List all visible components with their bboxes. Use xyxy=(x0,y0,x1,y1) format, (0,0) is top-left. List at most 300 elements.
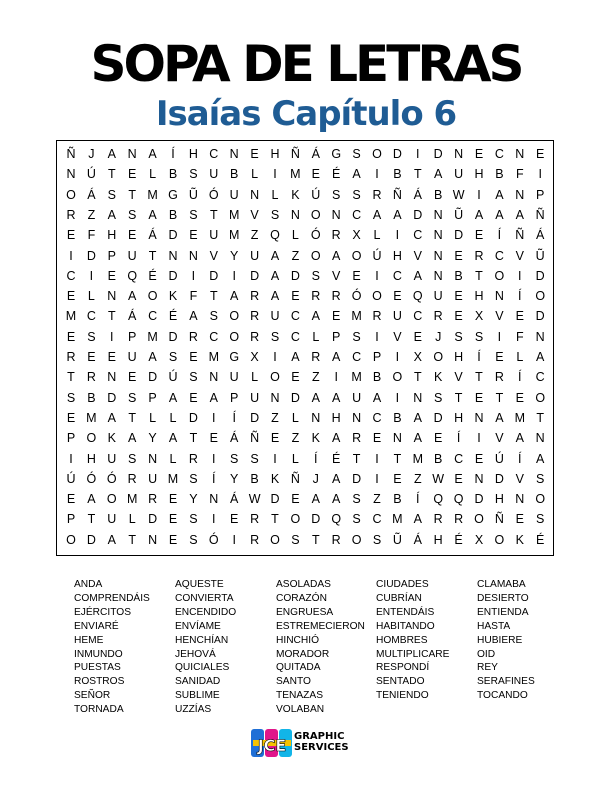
grid-letter: E xyxy=(168,532,178,547)
grid-letter: N xyxy=(311,410,321,425)
grid-letter: C xyxy=(352,350,362,364)
word-item: SUBLIME xyxy=(175,690,220,702)
grid-letter: I xyxy=(395,228,400,243)
grid-letter: S xyxy=(107,187,116,202)
grid-letter: T xyxy=(148,248,157,263)
grid-letter: N xyxy=(433,207,443,222)
grid-letter: T xyxy=(393,451,402,466)
grid-letter: O xyxy=(372,289,382,304)
grid-letter: A xyxy=(291,350,300,364)
grid-letter: S xyxy=(311,268,320,283)
grid-letter: N xyxy=(494,289,504,304)
grid-letter: C xyxy=(209,329,219,344)
grid-letter: M xyxy=(351,370,362,385)
grid-letter: Á xyxy=(148,228,157,243)
grid-letter: A xyxy=(128,431,137,446)
grid-letter: U xyxy=(454,167,464,182)
grid-letter: G xyxy=(331,147,342,161)
grid-letter: C xyxy=(535,370,545,385)
grid-letter: D xyxy=(311,512,321,527)
grid-letter: L xyxy=(251,167,259,182)
logo-line-1: GRAPHIC xyxy=(294,731,345,742)
grid-letter: L xyxy=(149,167,157,182)
grid-letter: S xyxy=(352,187,361,202)
word-item: SANTO xyxy=(276,676,311,688)
grid-letter: I xyxy=(212,410,216,425)
grid-letter: E xyxy=(189,350,198,364)
grid-letter: A xyxy=(372,390,382,405)
grid-letter: L xyxy=(373,228,381,243)
grid-letter: E xyxy=(66,492,76,507)
grid-letter: Ñ xyxy=(494,512,504,527)
grid-letter: D xyxy=(148,512,158,527)
grid-letter: É xyxy=(536,532,545,547)
grid-letter: Í xyxy=(518,289,522,304)
grid-letter: H xyxy=(86,451,96,466)
grid-letter: O xyxy=(229,309,240,324)
grid-letter: Q xyxy=(331,512,342,527)
grid-letter: S xyxy=(352,329,361,344)
grid-letter: V xyxy=(495,431,504,446)
word-item: COMPRENDÁIS xyxy=(74,592,150,604)
grid-letter: I xyxy=(375,471,379,486)
grid-letter: C xyxy=(290,309,300,324)
grid-letter: U xyxy=(352,390,362,405)
grid-letter: Í xyxy=(212,471,216,486)
grid-letter: I xyxy=(212,451,216,466)
grid-letter: M xyxy=(351,309,362,324)
grid-letter: A xyxy=(148,207,157,222)
grid-letter: S xyxy=(291,532,300,547)
grid-letter: T xyxy=(475,268,483,283)
grid-letter: N xyxy=(209,370,219,385)
grid-letter: A xyxy=(128,289,137,304)
grid-letter: A xyxy=(270,248,280,263)
grid-letter: Á xyxy=(413,187,422,202)
grid-letter: Ú xyxy=(168,370,178,385)
grid-letter: E xyxy=(393,289,402,304)
grid-letter: Á xyxy=(536,228,545,243)
grid-letter: E xyxy=(515,390,524,405)
grid-letter: N xyxy=(433,248,443,263)
grid-letter: V xyxy=(393,329,402,344)
word-item: HABITANDO xyxy=(376,620,435,632)
grid-letter: X xyxy=(413,350,422,364)
grid-letter: Í xyxy=(232,410,236,425)
grid-letter: I xyxy=(69,248,73,263)
grid-letter: H xyxy=(454,410,464,425)
grid-letter: Ó xyxy=(208,532,219,547)
grid-letter: E xyxy=(454,248,463,263)
grid-letter: D xyxy=(352,471,362,486)
grid-letter: L xyxy=(128,512,136,527)
grid-letter: E xyxy=(332,309,341,324)
grid-letter: E xyxy=(454,289,463,304)
grid-letter: Í xyxy=(497,228,502,243)
grid-letter: Í xyxy=(456,431,461,446)
page-subtitle: Isaías Capítulo 6 xyxy=(155,94,457,134)
grid-letter: E xyxy=(168,512,178,527)
grid-letter: D xyxy=(86,532,96,547)
grid-letter: S xyxy=(536,471,545,486)
grid-letter: E xyxy=(209,431,218,446)
grid-letter: U xyxy=(107,451,117,466)
grid-letter: Í xyxy=(518,370,522,385)
grid-letter: R xyxy=(352,431,362,446)
grid-letter: N xyxy=(392,431,402,446)
word-item: SERAFINES xyxy=(477,676,535,688)
page-title: SOPA DE LETRAS xyxy=(90,35,522,93)
grid-letter: R xyxy=(66,350,76,364)
grid-letter: E xyxy=(189,390,198,405)
grid-letter: H xyxy=(474,167,484,182)
word-item: SENTADO xyxy=(376,676,425,688)
grid-letter: N xyxy=(188,248,198,263)
grid-letter: I xyxy=(375,268,379,283)
grid-letter: U xyxy=(127,350,137,364)
grid-letter: F xyxy=(189,289,198,304)
grid-letter: P xyxy=(332,329,341,344)
grid-letter: Ũ xyxy=(454,207,464,222)
grid-letter: T xyxy=(128,187,136,202)
grid-letter: A xyxy=(413,431,422,446)
grid-letter: I xyxy=(273,451,277,466)
grid-letter: C xyxy=(454,451,464,466)
word-item: AQUESTE xyxy=(175,579,224,590)
grid-letter: Ñ xyxy=(535,207,545,222)
grid-letter: O xyxy=(86,431,97,446)
word-item: TOCANDO xyxy=(477,690,528,702)
grid-letter: V xyxy=(495,309,504,324)
grid-letter: N xyxy=(474,410,484,425)
grid-letter: E xyxy=(291,370,300,385)
grid-letter: C xyxy=(494,147,504,161)
grid-letter: Ó xyxy=(86,471,97,486)
grid-letter: N xyxy=(535,329,545,344)
grid-letter: A xyxy=(372,207,382,222)
word-item: UZZÍAS xyxy=(175,704,212,716)
grid-letter: O xyxy=(535,289,546,304)
grid-letter: D xyxy=(290,390,300,405)
grid-letter: Ñ xyxy=(290,147,300,161)
word-item: PUESTAS xyxy=(74,662,121,674)
grid-letter: P xyxy=(372,350,382,364)
grid-letter: E xyxy=(495,350,504,364)
grid-letter: B xyxy=(168,207,178,222)
grid-letter: R xyxy=(372,187,382,202)
grid-letter: I xyxy=(375,167,379,182)
word-item: TORNADA xyxy=(74,704,124,716)
grid-letter: K xyxy=(434,370,443,385)
grid-letter: U xyxy=(209,167,219,182)
grid-letter: D xyxy=(168,268,178,283)
grid-letter: U xyxy=(148,471,158,486)
grid-letter: R xyxy=(250,309,260,324)
grid-letter: S xyxy=(128,207,137,222)
grid-letter: Í xyxy=(477,350,481,364)
grid-letter: N xyxy=(515,492,525,507)
grid-letter: M xyxy=(167,471,179,486)
grid-letter: Í xyxy=(171,147,175,161)
grid-letter: D xyxy=(250,410,260,425)
grid-letter: D xyxy=(392,147,402,161)
grid-letter: O xyxy=(290,512,301,527)
grid-letter: N xyxy=(290,207,300,222)
grid-letter: V xyxy=(515,248,524,263)
word-item: REY xyxy=(477,662,498,674)
grid-letter: A xyxy=(332,248,341,263)
grid-letter: A xyxy=(168,431,178,446)
grid-letter: D xyxy=(250,268,260,283)
grid-letter: V xyxy=(515,471,524,486)
grid-letter: N xyxy=(250,187,260,202)
grid-letter: S xyxy=(128,451,137,466)
grid-letter: X xyxy=(352,228,361,243)
grid-letter: A xyxy=(148,350,157,364)
grid-letter: R xyxy=(311,350,321,364)
grid-letter: E xyxy=(352,268,361,283)
grid-letter: S xyxy=(230,451,239,466)
grid-letter: T xyxy=(311,532,320,547)
grid-letter: K xyxy=(291,187,300,202)
word-item: HASTA xyxy=(477,620,511,632)
grid-letter: O xyxy=(270,532,280,547)
grid-letter: R xyxy=(454,512,464,527)
grid-letter: Z xyxy=(250,228,259,243)
grid-letter: A xyxy=(311,492,320,507)
grid-letter: B xyxy=(250,471,259,486)
grid-letter: M xyxy=(290,167,301,182)
grid-letter: R xyxy=(433,512,443,527)
grid-letter: Ũ xyxy=(392,532,402,547)
grid-letter: Ó xyxy=(310,228,321,243)
grid-letter: K xyxy=(270,471,280,486)
grid-letter: I xyxy=(416,147,420,161)
grid-letter: H xyxy=(494,492,504,507)
grid-letter: O xyxy=(310,248,321,263)
grid-letter: F xyxy=(515,167,524,182)
grid-letter: R xyxy=(474,248,484,263)
grid-letter: E xyxy=(128,167,137,182)
grid-letter: V xyxy=(209,248,218,263)
grid-letter: Z xyxy=(291,431,300,446)
grid-letter: E xyxy=(372,431,382,446)
grid-letter: Y xyxy=(230,471,239,486)
word-item: JEHOVÁ xyxy=(175,648,216,660)
grid-letter: D xyxy=(433,410,443,425)
grid-letter: Z xyxy=(311,370,320,385)
grid-letter: I xyxy=(334,370,338,385)
grid-letter: L xyxy=(251,370,259,385)
grid-letter: D xyxy=(188,410,198,425)
grid-letter: U xyxy=(209,228,219,243)
grid-letter: B xyxy=(495,167,504,182)
grid-letter: S xyxy=(250,451,259,466)
grid-letter: N xyxy=(127,147,137,161)
grid-letter: N xyxy=(413,390,423,405)
grid-letter: D xyxy=(148,370,158,385)
grid-letter: Á xyxy=(230,431,239,446)
grid-letter: K xyxy=(515,532,524,547)
grid-letter: R xyxy=(148,492,158,507)
word-item: HEME xyxy=(74,634,104,646)
grid-letter: É xyxy=(148,268,157,283)
grid-letter: Y xyxy=(230,248,239,263)
grid-letter: C xyxy=(66,268,76,283)
grid-letter: I xyxy=(538,167,542,182)
grid-letter: E xyxy=(107,268,116,283)
grid-letter: T xyxy=(107,309,116,324)
grid-letter: Q xyxy=(412,289,423,304)
grid-letter: A xyxy=(495,410,504,425)
grid-letter: E xyxy=(66,329,76,344)
word-item: ENCENDIDO xyxy=(175,606,237,618)
grid-letter: Í xyxy=(518,451,522,466)
grid-letter: Ú xyxy=(494,451,504,466)
grid-letter: C xyxy=(413,309,423,324)
grid-letter: Ú xyxy=(311,187,321,202)
grid-letter: V xyxy=(413,248,422,263)
grid-letter: S xyxy=(87,329,96,344)
grid-letter: H xyxy=(270,147,280,161)
word-item: OID xyxy=(477,648,496,660)
grid-letter: D xyxy=(107,390,117,405)
grid-letter: L xyxy=(291,410,299,425)
grid-letter: G xyxy=(229,350,240,364)
grid-letter: P xyxy=(230,390,239,405)
grid-letter: J xyxy=(312,471,319,486)
svg-text:JCE: JCE xyxy=(257,736,287,755)
grid-letter: P xyxy=(66,431,76,446)
grid-letter: T xyxy=(454,390,463,405)
grid-letter: O xyxy=(392,370,403,385)
jce-logo-icon xyxy=(250,726,294,760)
grid-letter: A xyxy=(148,147,157,161)
grid-letter: W xyxy=(248,492,261,507)
grid-letter: C xyxy=(494,248,504,263)
grid-letter: R xyxy=(250,289,260,304)
grid-letter: E xyxy=(434,431,443,446)
grid-letter: O xyxy=(494,532,505,547)
grid-letter: G xyxy=(168,187,178,202)
grid-letter: L xyxy=(87,289,95,304)
grid-letter: T xyxy=(352,451,361,466)
grid-letter: V xyxy=(250,207,259,222)
grid-letter: B xyxy=(393,167,402,182)
grid-letter: H xyxy=(474,289,484,304)
grid-letter: C xyxy=(148,309,158,324)
word-item: ENTENDÁIS xyxy=(376,606,435,618)
grid-letter: S xyxy=(536,512,545,527)
grid-letter: N xyxy=(148,451,158,466)
grid-letter: D xyxy=(494,471,504,486)
grid-letter: S xyxy=(168,350,178,364)
grid-letter: M xyxy=(228,207,240,222)
grid-letter: L xyxy=(312,329,320,344)
grid-letter: I xyxy=(69,451,73,466)
grid-letter: R xyxy=(433,309,443,324)
grid-letter: N xyxy=(148,532,158,547)
grid-letter: E xyxy=(413,329,422,344)
grid-letter: E xyxy=(66,410,76,425)
grid-letter: A xyxy=(311,390,320,405)
grid-letter: E xyxy=(474,451,484,466)
grid-letter: B xyxy=(434,451,443,466)
grid-letter: C xyxy=(352,207,362,222)
grid-letter: É xyxy=(454,532,463,547)
grid-letter: I xyxy=(89,268,94,283)
grid-letter: M xyxy=(392,512,403,527)
word-item: TENIENDO xyxy=(376,690,429,702)
grid-letter: Ó xyxy=(208,187,219,202)
grid-letter: W xyxy=(432,471,445,486)
grid-letter: U xyxy=(107,512,117,527)
grid-letter: A xyxy=(87,492,96,507)
grid-letter: S xyxy=(352,492,361,507)
grid-letter: N xyxy=(454,147,464,161)
grid-letter: P xyxy=(128,329,137,344)
word-item: ANDA xyxy=(74,579,103,590)
grid-letter: I xyxy=(395,350,400,364)
grid-letter: E xyxy=(291,289,300,304)
grid-letter: O xyxy=(229,329,240,344)
grid-letter: L xyxy=(271,187,279,202)
grid-letter: Q xyxy=(270,228,280,243)
company-logo xyxy=(250,726,362,760)
grid-letter: M xyxy=(412,451,423,466)
word-item: ROSTROS xyxy=(74,676,125,688)
grid-letter: E xyxy=(107,350,116,364)
grid-letter: I xyxy=(110,329,114,344)
grid-letter: N xyxy=(107,370,117,385)
grid-letter: A xyxy=(270,289,280,304)
grid-letter: Ú xyxy=(86,167,96,182)
grid-letter: D xyxy=(454,228,464,243)
grid-letter: Y xyxy=(148,431,157,446)
grid-letter: Ñ xyxy=(290,471,300,486)
grid-letter: Q xyxy=(433,492,444,507)
grid-letter: M xyxy=(208,350,219,364)
word-item: SEÑOR xyxy=(74,690,111,702)
grid-letter: N xyxy=(270,390,280,405)
grid-letter: T xyxy=(495,390,504,405)
grid-letter: Z xyxy=(291,248,300,263)
grid-letter: D xyxy=(209,268,219,283)
grid-letter: Ñ xyxy=(250,431,260,446)
grid-letter: E xyxy=(270,431,280,446)
word-item: HOMBRES xyxy=(376,634,428,646)
grid-letter: K xyxy=(311,431,320,446)
grid-letter: R xyxy=(86,370,96,385)
grid-letter: T xyxy=(209,207,218,222)
word-item: DESIERTO xyxy=(477,592,529,604)
grid-letter: E xyxy=(128,228,137,243)
grid-letter: Á xyxy=(413,532,422,547)
grid-letter: N xyxy=(352,410,362,425)
grid-letter: M xyxy=(514,410,525,425)
grid-letter: P xyxy=(148,390,157,405)
grid-letter: Q xyxy=(127,268,138,283)
grid-letter: A xyxy=(189,309,198,324)
grid-letter: B xyxy=(434,187,443,202)
grid-letter: M xyxy=(65,309,77,324)
word-item: INMUNDO xyxy=(74,648,123,660)
grid-letter: I xyxy=(497,329,502,344)
grid-letter: D xyxy=(535,309,545,324)
grid-letter: T xyxy=(271,512,279,527)
grid-letter: X xyxy=(250,350,259,364)
grid-letter: P xyxy=(66,512,76,527)
